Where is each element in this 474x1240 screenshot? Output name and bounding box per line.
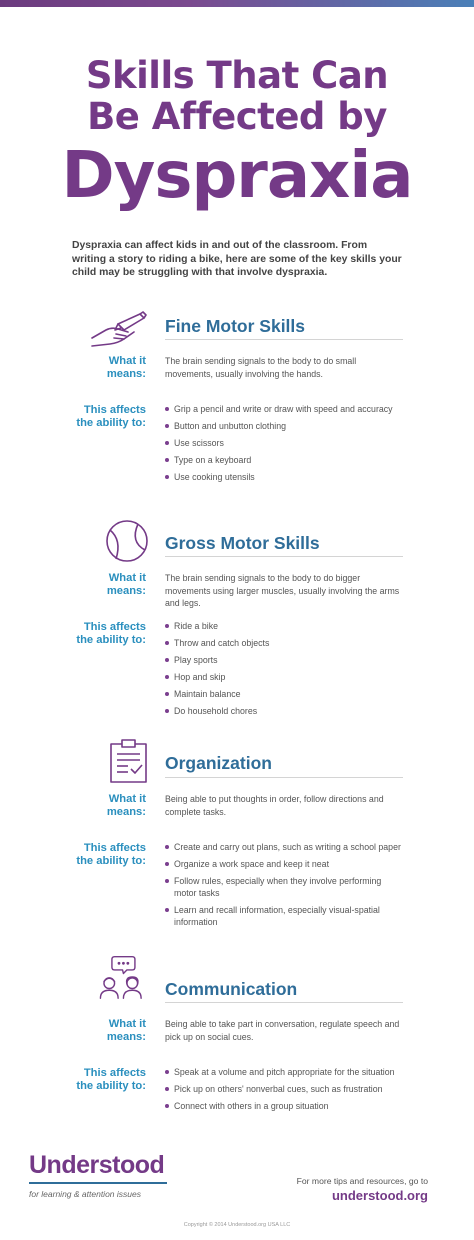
affects-label: This affects the ability to:: [76, 621, 146, 646]
meaning-text: The brain sending signals to the body to do bigger movements using larger muscles, usually involving the arms and legs.: [165, 573, 400, 608]
section-divider: [165, 339, 403, 340]
affects-label: This affects the ability to:: [76, 1067, 146, 1092]
ball-icon: [88, 518, 150, 564]
list-item: Ride a bike: [165, 620, 405, 632]
affects-list: [165, 1066, 405, 1112]
logo-underline: [29, 1182, 167, 1184]
section-title: Gross Motor Skills: [165, 533, 320, 553]
list-item: Organize a work space and keep it neat: [165, 858, 405, 870]
list-item: Use scissors: [165, 437, 405, 449]
section-title: Fine Motor Skills: [165, 316, 306, 336]
list-item: Button and unbutton clothing: [165, 420, 405, 432]
list-item: Maintain balance: [165, 688, 405, 700]
list-item: Type on a keyboard: [165, 454, 405, 466]
list-item: Throw and catch objects: [165, 637, 405, 649]
list-item: Hop and skip: [165, 671, 405, 683]
section-divider: [165, 1002, 403, 1003]
understood-logo[interactable]: Understood: [29, 1151, 165, 1179]
affects-label: This affects the ability to:: [76, 842, 146, 867]
what-it-means-label: What it means:: [106, 355, 146, 380]
list-item: Speak at a volume and pitch appropriate for the situation: [165, 1066, 405, 1078]
affects-list: [165, 403, 405, 483]
top-gradient-bar: [0, 0, 474, 7]
section-divider: [165, 777, 403, 778]
section-title: Communication: [165, 979, 298, 999]
section-divider: [165, 556, 403, 557]
what-it-means-label: What it means:: [106, 793, 146, 818]
meaning-text: Being able to put thoughts in order, follow directions and complete tasks.: [165, 794, 384, 817]
page-title-line-3: Dyspraxia: [61, 139, 413, 213]
affects-list: [165, 841, 405, 928]
list-item: Play sports: [165, 654, 405, 666]
more-resources-text: For more tips and resources, go to: [296, 1176, 428, 1186]
list-item: Learn and recall information, especially visual-spatial information: [165, 904, 405, 928]
logo-tagline: for learning & attention issues: [29, 1189, 141, 1199]
section-title: Organization: [165, 753, 272, 773]
website-link[interactable]: understood.org: [331, 1188, 428, 1203]
what-it-means-label: What it means:: [106, 1018, 146, 1043]
people-talking-icon: [88, 954, 150, 1000]
intro-paragraph: Dyspraxia can affect kids in and out of the classroom. From writing a story to riding a bike, here are some of the key skills your child may be struggling with that involve dyspraxia.: [72, 240, 402, 278]
list-item: Do household chores: [165, 705, 405, 717]
affects-list: [165, 620, 405, 717]
list-item: Connect with others in a group situation: [165, 1100, 405, 1112]
list-item: Pick up on others' nonverbal cues, such as frustration: [165, 1083, 405, 1095]
list-item: Grip a pencil and write or draw with speed and accuracy: [165, 403, 405, 415]
meaning-text: The brain sending signals to the body to do small movements, usually involving the hands.: [165, 356, 357, 379]
page-title-line-1: Skills That Can: [85, 54, 389, 97]
meaning-text: Being able to take part in conversation, regulate speech and pick up on social cues.: [165, 1019, 400, 1042]
what-it-means-label: What it means:: [106, 572, 146, 597]
hand-pencil-icon: [88, 308, 150, 354]
clipboard-icon: [88, 738, 150, 784]
affects-label: This affects the ability to:: [76, 404, 146, 429]
copyright-text: Copyright © 2014 Understood.org USA LLC: [183, 1222, 291, 1228]
list-item: Follow rules, especially when they involve performing motor tasks: [165, 875, 405, 899]
page-title-line-2: Be Affected by: [87, 95, 387, 138]
list-item: Create and carry out plans, such as writing a school paper: [165, 841, 405, 853]
list-item: Use cooking utensils: [165, 471, 405, 483]
